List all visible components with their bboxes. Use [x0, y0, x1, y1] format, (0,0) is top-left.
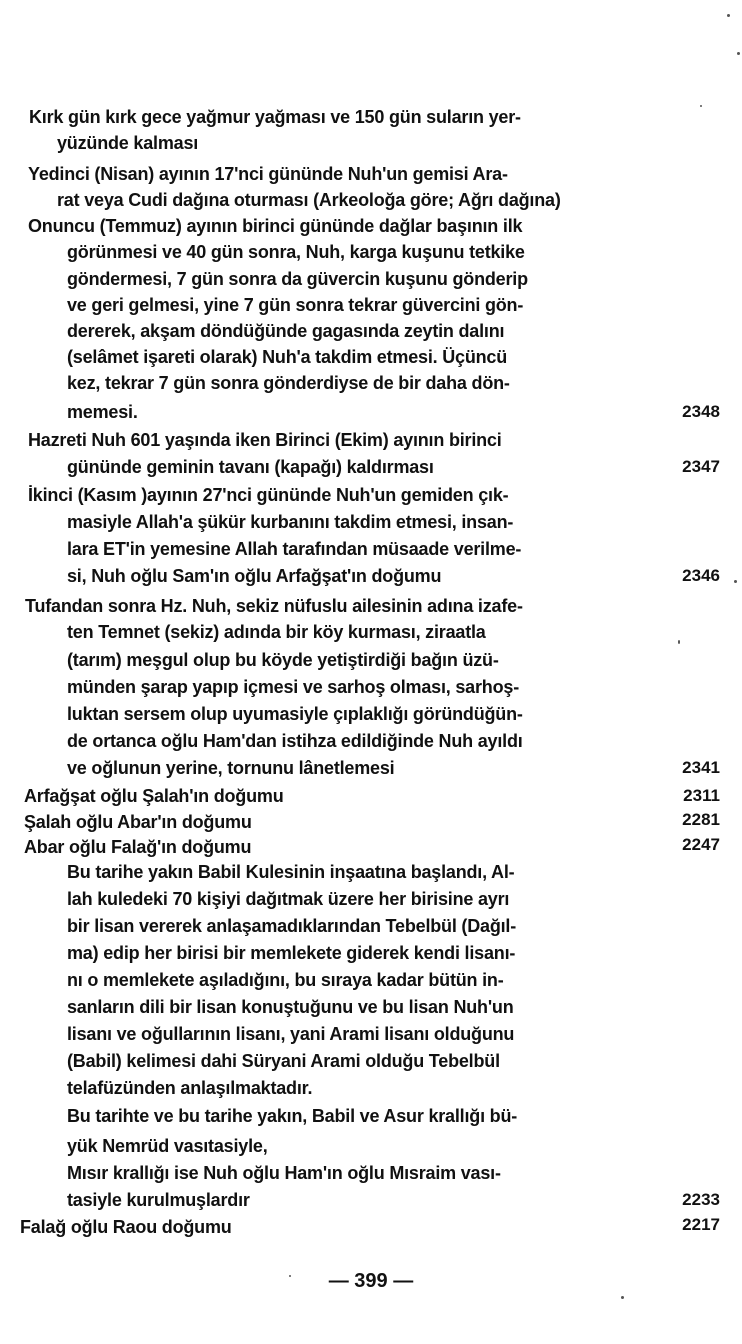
text-line: bir lisan vererek anlaşamadıklarından Tebelbül (Dağıl- [67, 916, 517, 936]
text-line: Hazreti Nuh 601 yaşında iken Birinci (Ekim) ayının birinci [28, 430, 502, 450]
scan-speck [289, 1275, 291, 1277]
scan-speck [621, 1296, 624, 1299]
text-line: dererek, akşam döndüğünde gagasında zeytin dalını [67, 321, 505, 341]
text-line: münden şarap yapıp içmesi ve sarhoş olması, sarhoş- [67, 677, 519, 697]
text-line: lisanı ve oğullarının lisanı, yani Arami lisanı olduğunu [67, 1024, 515, 1044]
text-line: ve geri gelmesi, yine 7 gün sonra tekrar güvercini gön- [67, 295, 524, 315]
text-line: memesi. [67, 402, 138, 422]
text-line: si, Nuh oğlu Sam'ın oğlu Arfağşat'ın doğumu [67, 566, 442, 586]
text-line: İkinci (Kasım )ayının 27'nci gününde Nuh'un gemiden çık- [28, 485, 509, 505]
text-line: nı o memlekete aşıladığını, bu sıraya kadar bütün in- [67, 970, 504, 990]
text-line: lara ET'in yemesine Allah tarafından müsaade verilme- [67, 539, 522, 559]
text-line: luktan sersem olup uyumasiyle çıplaklığı göründüğün- [67, 704, 523, 724]
text-line: Şalah oğlu Abar'ın doğumu [24, 812, 252, 832]
year-value: 2346 [682, 566, 720, 585]
text-line: ma) edip her birisi bir memlekete giderek kendi lisanı- [67, 943, 516, 963]
year-value: 2311 [683, 786, 720, 805]
scan-speck [700, 105, 702, 107]
text-line: göndermesi, 7 gün sonra da güvercin kuşunu gönderip [67, 269, 528, 289]
text-line: Mısır krallığı ise Nuh oğlu Ham'ın oğlu Mısraim vası- [67, 1163, 501, 1183]
text-line: (selâmet işareti olarak) Nuh'a takdim etmesi. Üçüncü [67, 347, 508, 367]
text-line: Bu tarihte ve bu tarihe yakın, Babil ve Asur krallığı bü- [67, 1106, 518, 1126]
text-line: Abar oğlu Falağ'ın doğumu [24, 837, 252, 857]
scan-speck [734, 580, 737, 583]
year-value: 2341 [682, 758, 720, 777]
text-line: sanların dili bir lisan konuştuğunu ve bu lisan Nuh'un [67, 997, 514, 1017]
scan-speck [727, 14, 730, 17]
text-line: (tarım) meşgul olup bu köyde yetiştirdiği bağın üzü- [67, 650, 499, 670]
year-value: 2217 [682, 1215, 720, 1234]
text-line: gününde geminin tavanı (kapağı) kaldırması [67, 457, 434, 477]
year-value: 2281 [682, 810, 720, 829]
text-line: lah kuledeki 70 kişiyi dağıtmak üzere her birisine ayrı [67, 889, 510, 909]
text-line: yük Nemrüd vasıtasiyle, [67, 1136, 268, 1156]
text-line: (Babil) kelimesi dahi Süryani Arami olduğu Tebelbül [67, 1051, 500, 1071]
scan-speck [678, 640, 680, 644]
text-line: ten Temnet (sekiz) adında bir köy kurması, ziraatla [67, 622, 486, 642]
scan-speck [737, 52, 740, 55]
text-line: Bu tarihe yakın Babil Kulesinin inşaatına başlandı, Al- [67, 862, 515, 882]
text-line: kez, tekrar 7 gün sonra gönderdiyse de bir daha dön- [67, 373, 510, 393]
text-line: Yedinci (Nisan) ayının 17'nci gününde Nuh'un gemisi Ara- [28, 164, 508, 184]
page-number: — 399 — [328, 1270, 414, 1292]
text-line: tasiyle kurulmuşlardır [67, 1190, 250, 1210]
year-value: 2247 [682, 835, 720, 854]
year-value: 2347 [682, 457, 720, 476]
text-line: rat veya Cudi dağına oturması (Arkeoloğa göre; Ağrı dağına) [57, 190, 561, 210]
text-line: Kırk gün kırk gece yağmur yağması ve 150 gün suların yer- [29, 107, 521, 127]
text-line: görünmesi ve 40 gün sonra, Nuh, karga kuşunu tetkike [67, 242, 525, 262]
text-line: Arfağşat oğlu Şalah'ın doğumu [24, 786, 284, 806]
text-line: telafüzünden anlaşılmaktadır. [67, 1078, 313, 1098]
text-line: ve oğlunun yerine, tornunu lânetlemesi [67, 758, 395, 778]
year-value: 2233 [682, 1190, 720, 1209]
text-line: Onuncu (Temmuz) ayının birinci gününde dağlar başının ilk [28, 216, 523, 236]
text-line: yüzünde kalması [57, 133, 199, 153]
year-value: 2348 [682, 402, 720, 421]
text-line: Falağ oğlu Raou doğumu [20, 1217, 232, 1237]
text-line: de ortanca oğlu Ham'dan istihza edildiğinde Nuh ayıldı [67, 731, 523, 751]
text-line: masiyle Allah'a şükür kurbanını takdim etmesi, insan- [67, 512, 514, 532]
text-line: Tufandan sonra Hz. Nuh, sekiz nüfuslu ailesinin adına izafe- [25, 596, 523, 616]
